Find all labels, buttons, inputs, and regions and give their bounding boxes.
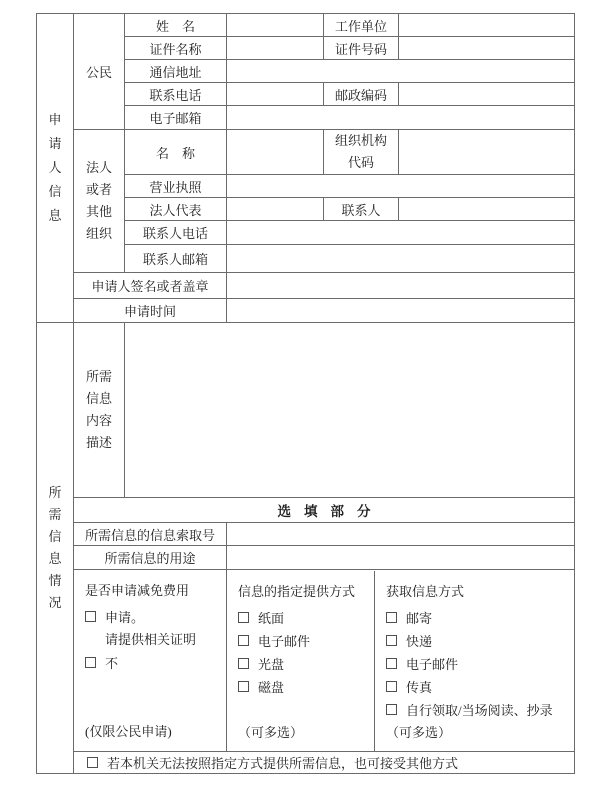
contact-email-value-cell[interactable] — [227, 245, 575, 273]
obtain-email-option[interactable]: 电子邮件 — [386, 652, 568, 675]
delivery-email-checkbox-icon[interactable] — [238, 635, 249, 646]
postal-code-label: 邮政编码 — [324, 83, 399, 106]
cert-no-value-cell[interactable] — [399, 37, 575, 60]
contact-phone-label: 联系人电话 — [125, 221, 227, 245]
info-description-value-cell[interactable] — [125, 323, 575, 498]
group-legal-entity-label — [74, 130, 125, 273]
optional-section-header: 选填部分 — [74, 498, 575, 523]
delivery-cd-checkbox-icon[interactable] — [238, 658, 249, 669]
accept-other-method-checkbox-icon[interactable] — [87, 757, 98, 768]
applicant-info-vertical-text: 申 请 人 信 息 — [48, 112, 62, 223]
obtain-express-option[interactable]: 快递 — [386, 629, 568, 652]
accept-other-method-option[interactable]: 若本机关无法按照指定方式提供所需信息，也可接受其他方式 — [74, 753, 574, 772]
fee-no-checkbox-icon[interactable] — [85, 657, 96, 668]
business-license-value-cell[interactable] — [227, 175, 575, 198]
work-unit-label: 工作单位 — [324, 14, 399, 37]
name-value-cell[interactable] — [227, 14, 324, 37]
obtain-self-pickup-checkbox-icon[interactable] — [386, 704, 397, 715]
cert-name-label: 证件名称 — [125, 37, 227, 60]
needed-info-vertical-text: 所 需 信 息 情 况 — [48, 485, 62, 610]
obtain-mail-checkbox-icon[interactable] — [386, 612, 397, 623]
fee-apply-checkbox-icon[interactable] — [85, 611, 96, 622]
accept-other-method-cell — [74, 752, 575, 774]
delivery-disk-checkbox-icon[interactable] — [238, 681, 249, 692]
signature-value-cell[interactable] — [227, 273, 575, 299]
apply-time-label: 申请时间 — [74, 299, 227, 323]
section-applicant-info-label — [37, 14, 74, 323]
legal-rep-label: 法人代表 — [125, 198, 227, 221]
delivery-multi-select-note: （可多选） — [238, 724, 304, 740]
org-name-label: 名 称 — [125, 130, 227, 175]
phone-label: 联系电话 — [125, 83, 227, 106]
email-value-cell[interactable] — [227, 106, 575, 130]
section-needed-info-label — [37, 323, 74, 774]
org-code-value-cell[interactable] — [399, 130, 575, 175]
legal-rep-value-cell[interactable] — [227, 198, 324, 221]
fee-apply-option[interactable]: 申请。 — [85, 605, 220, 628]
fee-no-option[interactable]: 不 — [85, 651, 220, 674]
name-label: 姓 名 — [125, 14, 227, 37]
delivery-disk-option[interactable]: 磁盘 — [238, 675, 368, 698]
legal-entity-vertical-text: 法人 或者 其他 组织 — [85, 160, 112, 241]
org-code-label: 组织机构 代码 — [324, 130, 399, 175]
postal-code-value-cell[interactable] — [399, 83, 575, 106]
provide-obtain-cell — [227, 570, 575, 752]
contact-person-label: 联系人 — [324, 198, 399, 221]
obtain-fax-option[interactable]: 传真 — [386, 675, 568, 698]
info-purpose-value-cell[interactable] — [227, 546, 575, 570]
obtain-express-checkbox-icon[interactable] — [386, 635, 397, 646]
cert-no-label: 证件号码 — [324, 37, 399, 60]
obtain-multi-select-note: （可多选） — [386, 724, 452, 740]
obtain-method-title: 获取信息方式 — [386, 583, 465, 599]
fee-waiver-column — [74, 570, 226, 750]
cert-name-value-cell[interactable] — [227, 37, 324, 60]
business-license-label: 营业执照 — [125, 175, 227, 198]
obtain-mail-option[interactable]: 邮寄 — [386, 606, 568, 629]
delivery-paper-checkbox-icon[interactable] — [238, 612, 249, 623]
info-index-no-label: 所需信息的信息索取号 — [74, 523, 227, 546]
contact-person-value-cell[interactable] — [399, 198, 575, 221]
application-form-table — [36, 13, 575, 774]
obtain-email-checkbox-icon[interactable] — [386, 658, 397, 669]
apply-time-value-cell[interactable] — [227, 299, 575, 323]
phone-value-cell[interactable] — [227, 83, 324, 106]
contact-phone-value-cell[interactable] — [227, 221, 575, 245]
obtain-self-pickup-option[interactable]: 自行领取/当场阅读、抄录 — [386, 698, 568, 721]
address-value-cell[interactable] — [227, 60, 575, 83]
group-citizen-label: 公民 — [74, 14, 125, 130]
signature-label: 申请人签名或者盖章 — [74, 273, 227, 299]
fee-waiver-cell — [74, 570, 227, 752]
info-description-label: 所需 信息 内容 描述 — [74, 323, 125, 498]
email-label: 电子邮箱 — [125, 106, 227, 130]
address-label: 通信地址 — [125, 60, 227, 83]
delivery-cd-option[interactable]: 光盘 — [238, 652, 368, 675]
obtain-method-column — [375, 571, 574, 751]
delivery-method-column — [227, 571, 375, 751]
contact-email-label: 联系人邮箱 — [125, 245, 227, 273]
org-name-value-cell[interactable] — [227, 130, 324, 175]
work-unit-value-cell[interactable] — [399, 14, 575, 37]
info-purpose-label: 所需信息的用途 — [74, 546, 227, 570]
fee-apply-proof-note: 请提供相关证明 — [105, 632, 197, 647]
info-index-no-value-cell[interactable] — [227, 523, 575, 546]
delivery-email-option[interactable]: 电子邮件 — [238, 629, 368, 652]
fee-waiver-title: 是否申请减免费用 — [85, 583, 190, 598]
obtain-fax-checkbox-icon[interactable] — [386, 681, 397, 692]
delivery-method-title: 信息的指定提供方式 — [238, 583, 356, 599]
fee-citizen-only-note: (仅限公民申请) — [85, 724, 172, 739]
delivery-paper-option[interactable]: 纸面 — [238, 606, 368, 629]
